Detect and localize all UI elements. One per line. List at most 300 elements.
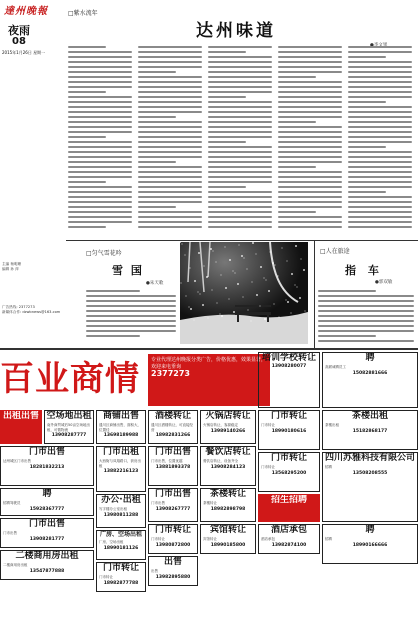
- masthead: [0, 0, 64, 290]
- classified-ad-cell: [96, 530, 146, 560]
- snowflake: [200, 294, 201, 295]
- classified-ad-body: 门市出售，位置优越: [151, 459, 183, 463]
- text-line: [68, 76, 132, 78]
- snowflake: [190, 268, 191, 269]
- text-line: [68, 111, 132, 113]
- classified-ad-cell: [148, 410, 198, 444]
- snowflake: [256, 294, 258, 296]
- ad-info-line: 广告热线: 2377273: [2, 305, 35, 309]
- text-line: [278, 201, 342, 203]
- text-line: [348, 61, 412, 63]
- classified-ad-cell: [200, 446, 256, 486]
- classified-ad-body: 出售: [151, 569, 158, 573]
- classified-ad-body: 通川区商铺出售，面积大，位置佳: [99, 423, 141, 432]
- text-line: [208, 121, 272, 123]
- text-line: [278, 131, 342, 133]
- text-line: [138, 76, 202, 78]
- snowflake: [217, 303, 218, 304]
- text-line: [348, 101, 386, 103]
- text-column: [86, 290, 176, 337]
- text-line: [138, 71, 176, 73]
- snowflake: [241, 255, 243, 257]
- text-line: [348, 166, 412, 168]
- snowflake: [295, 285, 296, 286]
- text-line: [138, 161, 176, 163]
- text-line: [208, 51, 246, 53]
- text-line: [278, 56, 342, 58]
- text-line: [208, 181, 272, 183]
- classified-ad-title: 出租出售: [2, 411, 39, 421]
- text-line: [278, 206, 342, 208]
- text-line: [86, 335, 140, 337]
- text-line: [278, 51, 342, 53]
- text-line: [138, 126, 202, 128]
- snowflake: [239, 245, 240, 246]
- article-byline: ●郭双敏: [375, 280, 393, 285]
- text-line: [208, 136, 272, 138]
- text-line: [68, 126, 132, 128]
- classified-ad-title: 茶楼转让: [209, 489, 246, 499]
- classified-ad-phone: 13980872800: [155, 542, 191, 548]
- text-line: [348, 141, 412, 143]
- text-line: [278, 101, 342, 103]
- text-line: [278, 186, 342, 188]
- text-column: [318, 290, 414, 342]
- text-line: [278, 86, 342, 88]
- text-line: [86, 325, 176, 327]
- classified-ad-body: 酒店承包: [261, 537, 275, 541]
- classified-ad-phone: 18990166666: [352, 542, 388, 548]
- classified-ad-cell: [96, 446, 146, 492]
- classified-ad-phone: 13881893378: [155, 464, 191, 470]
- text-column: [138, 46, 202, 228]
- text-line: [68, 221, 132, 223]
- text-line: [278, 66, 342, 68]
- classified-ad-cell: [258, 352, 320, 408]
- snowflake: [182, 244, 183, 245]
- text-line: [68, 206, 132, 208]
- text-line: [68, 171, 132, 173]
- classified-ad-cell: [322, 352, 418, 408]
- snowflake: [206, 276, 208, 278]
- text-line: [138, 211, 202, 213]
- classified-ad-body: 大西街与凤翔路口，套房出租: [99, 459, 141, 468]
- snowflake: [270, 252, 271, 253]
- text-line: [68, 46, 106, 48]
- hotline-text: 专业代理达州晚报分类广告，价格优惠，效果显著，欢迎来电垂询: [151, 357, 267, 370]
- text-line: [138, 111, 202, 113]
- editor-line: 编辑 孙 萍: [2, 267, 19, 271]
- text-line: [138, 146, 202, 148]
- snowflake: [252, 242, 254, 244]
- classified-ad-body: 宾馆转让: [203, 537, 217, 541]
- snowflake: [244, 258, 245, 259]
- snowflake: [268, 290, 270, 292]
- text-line: [318, 295, 414, 297]
- text-line: [208, 106, 272, 108]
- text-line: [208, 151, 272, 153]
- snowflake: [260, 306, 261, 307]
- classified-banner: 百业商情: [0, 359, 140, 399]
- snowflake: [229, 299, 230, 300]
- snowflake: [237, 283, 239, 285]
- snowflake: [243, 297, 244, 298]
- text-line: [138, 91, 202, 93]
- text-line: [208, 46, 272, 48]
- text-line: [208, 221, 272, 223]
- classified-ad-title: 门市出售: [154, 447, 191, 457]
- text-line: [348, 151, 412, 153]
- text-line: [318, 320, 414, 322]
- text-line: [348, 126, 412, 128]
- classified-ad-phone: 18982877788: [103, 580, 139, 586]
- classified-ad-title: 宾馆转让: [209, 525, 246, 535]
- classified-ad-phone: 15182868177: [352, 428, 388, 434]
- ad-hotline-box: [148, 354, 270, 406]
- column-tag: □匀气雪花吟: [86, 250, 122, 257]
- text-line: [86, 290, 140, 292]
- snowflake: [274, 304, 275, 305]
- text-line: [348, 51, 412, 53]
- text-line: [278, 126, 342, 128]
- classified-ad-cell: [200, 410, 256, 444]
- text-line: [348, 191, 386, 193]
- classified-ad-body: 招聘驾驶员: [3, 501, 21, 505]
- text-line: [278, 211, 316, 213]
- classified-ad-cell: [322, 524, 418, 564]
- classified-ad-body: 通川区酒楼转让，可直接经营: [151, 423, 193, 432]
- text-line: [278, 196, 342, 198]
- text-line: [86, 330, 176, 332]
- classified-ad-cell: [258, 524, 320, 554]
- snowflake: [198, 292, 199, 293]
- text-line: [208, 76, 272, 78]
- classified-ad-cell: [148, 446, 198, 486]
- classified-ad-phone: 13908281777: [29, 536, 65, 542]
- text-line: [68, 101, 132, 103]
- article-body: [86, 290, 176, 342]
- text-line: [86, 320, 176, 322]
- text-line: [138, 151, 202, 153]
- classified-ad-body: 南外商贸城后50亩空场地出租，可做物流: [47, 423, 90, 432]
- classified-ad-phone: 18990180616: [271, 428, 307, 434]
- classified-ad-cell: [148, 556, 198, 586]
- text-line: [348, 221, 412, 223]
- text-line: [348, 206, 412, 208]
- text-column: [348, 46, 412, 228]
- hotline-phone: 2377273: [151, 369, 190, 378]
- text-line: [278, 81, 342, 83]
- text-line: [348, 121, 412, 123]
- text-line: [278, 161, 342, 163]
- text-line: [348, 211, 412, 213]
- text-line: [348, 181, 412, 183]
- classified-ad-body: 餐饮店转让，设备齐全: [203, 459, 238, 463]
- classified-ad-phone: 18982898798: [210, 506, 246, 512]
- text-line: [68, 201, 132, 203]
- text-line: [68, 106, 132, 108]
- classified-ad-cell: [96, 410, 146, 444]
- text-line: [68, 161, 132, 163]
- text-line: [138, 46, 202, 48]
- article-headline: 指 车: [345, 264, 383, 277]
- snowflake: [181, 283, 182, 284]
- ad-info: [2, 305, 62, 315]
- text-line: [208, 126, 272, 128]
- snowflake: [260, 266, 262, 268]
- classified-ad-title: 聘: [42, 489, 52, 499]
- section-divider: [66, 240, 418, 241]
- column-tag: □人在旅途: [320, 248, 350, 255]
- text-line: [138, 121, 202, 123]
- text-line: [68, 91, 106, 93]
- snowflake: [291, 273, 293, 275]
- text-line: [278, 221, 342, 223]
- text-line: [68, 181, 106, 183]
- text-line: [68, 211, 132, 213]
- text-line: [208, 196, 272, 198]
- text-line: [68, 51, 132, 53]
- text-line: [208, 186, 246, 188]
- snowflake: [235, 273, 236, 274]
- classified-ad-title: 二楼商用房出租: [15, 551, 79, 561]
- text-line: [68, 121, 132, 123]
- text-line: [68, 166, 132, 168]
- snowflake: [204, 266, 205, 267]
- text-line: [348, 56, 386, 58]
- text-line: [86, 310, 176, 312]
- text-line: [208, 131, 272, 133]
- text-line: [348, 106, 412, 108]
- text-line: [138, 171, 202, 173]
- text-line: [138, 156, 202, 158]
- text-line: [318, 300, 414, 302]
- text-line: [348, 186, 412, 188]
- snowflake: [229, 259, 231, 261]
- snowflake: [221, 275, 222, 276]
- classified-ad-body: 茶楼出租: [325, 423, 339, 427]
- text-column: [208, 46, 272, 228]
- text-line: [208, 111, 272, 113]
- snowflake: [283, 289, 284, 290]
- text-line: [68, 141, 132, 143]
- text-line: [86, 305, 176, 307]
- text-line: [68, 56, 132, 58]
- text-line: [348, 161, 412, 163]
- classified-ad-cell: [258, 494, 320, 522]
- section-divider: [0, 348, 418, 350]
- text-line: [278, 151, 342, 153]
- text-line: [318, 330, 414, 332]
- snowflake: [279, 317, 280, 318]
- classified-ad-title: 聘: [365, 353, 375, 363]
- text-line: [208, 66, 272, 68]
- article-headline: 达州味道: [196, 21, 276, 41]
- snowflake: [233, 271, 234, 272]
- classified-ad-cell: [0, 410, 42, 444]
- classified-ad-cell: [200, 524, 256, 554]
- text-line: [138, 196, 202, 198]
- classified-ad-cell: [258, 452, 320, 492]
- text-line: [278, 171, 342, 173]
- snowflake: [208, 318, 209, 319]
- text-line: [208, 56, 272, 58]
- text-line: [278, 176, 342, 178]
- text-line: [348, 196, 412, 198]
- snowflake: [303, 269, 305, 271]
- text-line: [138, 56, 202, 58]
- text-line: [208, 171, 272, 173]
- text-line: [348, 226, 412, 228]
- text-line: [86, 295, 176, 297]
- text-line: [208, 201, 272, 203]
- classified-ad-cell: [200, 488, 256, 522]
- text-line: [208, 116, 272, 118]
- editor-line: 主编 杨明珊: [2, 262, 22, 266]
- classified-ad-phone: 13908284123: [210, 464, 246, 470]
- snowflake: [295, 245, 297, 247]
- text-line: [208, 96, 246, 98]
- classified-ad-title: 商铺出售: [102, 411, 139, 421]
- text-line: [68, 71, 132, 73]
- classified-ad-title: 门市转让: [270, 453, 307, 463]
- text-line: [318, 325, 414, 327]
- text-line: [278, 91, 342, 93]
- classified-ad-title: 门市出租: [102, 447, 139, 457]
- text-line: [138, 51, 202, 53]
- text-line: [68, 81, 132, 83]
- classified-ad-cell: [0, 518, 94, 548]
- text-line: [68, 61, 132, 63]
- text-line: [278, 111, 342, 113]
- classified-ad-body: 门市转让: [261, 423, 275, 427]
- text-line: [138, 131, 202, 133]
- text-line: [138, 116, 176, 118]
- classified-ad-title: 酒店承包: [270, 525, 307, 535]
- text-line: [138, 136, 202, 138]
- text-line: [348, 201, 412, 203]
- text-line: [68, 146, 132, 148]
- classified-ad-body: 二楼商用房出租: [3, 563, 28, 567]
- classified-ad-title: 培训学校转让: [261, 353, 316, 363]
- text-line: [278, 46, 342, 48]
- text-line: [138, 86, 202, 88]
- text-line: [348, 116, 412, 118]
- text-line: [278, 76, 316, 78]
- classified-ad-cell: [44, 410, 94, 444]
- classified-ad-title: 聘: [365, 525, 375, 535]
- text-line: [278, 156, 342, 158]
- text-line: [208, 166, 272, 168]
- text-line: [348, 216, 412, 218]
- classified-ad-title: 餐饮店转让: [205, 447, 251, 457]
- classified-ad-body: 茶楼转让: [203, 501, 217, 505]
- snowflake: [287, 301, 289, 303]
- text-line: [348, 66, 412, 68]
- snowflake: [189, 307, 190, 308]
- text-line: [138, 216, 202, 218]
- classified-ad-body: 招聘: [325, 465, 332, 469]
- classified-ad-title: 办公·出租: [101, 495, 141, 505]
- snowflake: [266, 280, 267, 281]
- text-line: [138, 61, 202, 63]
- text-line: [68, 136, 106, 138]
- classified-ad-cell: [258, 410, 320, 450]
- classified-ad-phone: 15928367777: [29, 506, 65, 512]
- snowflake: [286, 300, 287, 301]
- snowflake: [198, 252, 200, 254]
- text-line: [138, 176, 202, 178]
- classified-ad-phone: 13982874100: [271, 542, 307, 548]
- text-line: [278, 216, 342, 218]
- classified-ad-body: 写字楼办公室出租: [99, 507, 127, 511]
- snowflake: [213, 251, 214, 252]
- snowflake: [202, 304, 204, 306]
- text-line: [348, 71, 412, 73]
- snowflake: [287, 261, 288, 262]
- text-line: [68, 66, 132, 68]
- snowflake: [216, 262, 217, 263]
- classified-ad-cell: [96, 562, 146, 592]
- snowflake: [252, 282, 253, 283]
- classified-ad-title: 空场地出租: [46, 411, 92, 421]
- classified-ad-title: 招生招聘: [270, 495, 307, 505]
- snowflake: [256, 254, 257, 255]
- snowflake: [225, 247, 226, 248]
- text-line: [208, 81, 272, 83]
- text-line: [208, 101, 272, 103]
- page-number: 08: [12, 36, 26, 47]
- classified-ad-phone: 13980811288: [103, 512, 139, 518]
- classified-ad-cell: [0, 488, 94, 516]
- text-line: [68, 191, 132, 193]
- text-line: [278, 166, 316, 168]
- text-line: [208, 146, 272, 148]
- snowflake: [282, 248, 283, 249]
- text-line: [208, 61, 272, 63]
- text-line: [68, 216, 132, 218]
- classified-ad-phone: 18982831266: [155, 433, 191, 438]
- text-line: [208, 141, 246, 143]
- text-line: [138, 201, 202, 203]
- text-line: [318, 315, 414, 317]
- classified-ad-title: 四川苏雅科技有限公司: [324, 453, 415, 463]
- text-line: [138, 221, 202, 223]
- classified-ad-cell: [322, 452, 418, 522]
- snowflake: [194, 320, 195, 321]
- classified-ad-cell: [148, 488, 198, 522]
- text-line: [68, 151, 132, 153]
- text-line: [278, 71, 342, 73]
- classified-ad-title: 门市出售: [28, 447, 65, 457]
- text-line: [348, 81, 412, 83]
- ad-info-line: 新媒体合作: dzwbnews@163.com: [2, 310, 61, 314]
- text-line: [278, 61, 342, 63]
- snow-bench-image: [180, 242, 308, 344]
- snowflake: [299, 297, 301, 299]
- classified-ad-body: 厂房、空场出租: [99, 540, 124, 544]
- text-line: [278, 121, 316, 123]
- text-line: [138, 226, 202, 228]
- snowflake: [305, 311, 306, 312]
- text-line: [208, 156, 272, 158]
- text-line: [208, 206, 272, 208]
- classified-ad-title: 火锅店转让: [205, 411, 251, 421]
- classified-ad-title: 广房、空场出租: [99, 531, 142, 538]
- text-line: [278, 96, 342, 98]
- classified-ad-phone: 13547877888: [29, 568, 65, 574]
- classified-ad-phone: 18281832213: [29, 464, 65, 470]
